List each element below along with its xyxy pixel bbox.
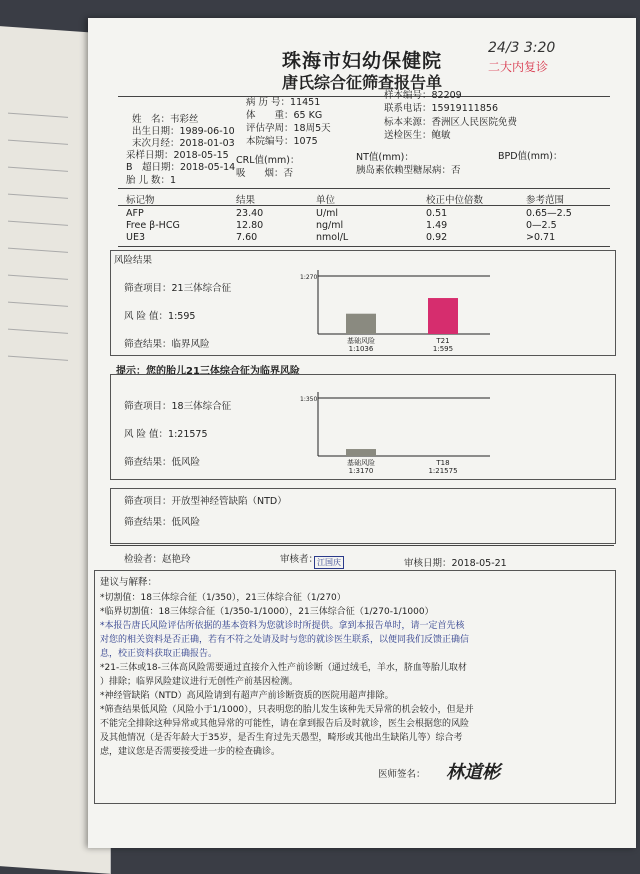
report-page: [88, 18, 636, 848]
sample-source: 标本来源：香洲区人民医院免费: [384, 117, 518, 128]
advice-line: 对您的相关资料是否正确，若有不符之处请及时与您的就诊医生联系，以便同我们反馈正确信: [100, 635, 470, 645]
t18-result: 筛查结果：低风险: [124, 457, 201, 468]
chart-cutoff-label: 1:350: [300, 396, 318, 403]
record-no: 病 历 号：11451: [246, 97, 321, 108]
t18-value: 风 险 值：1:21575: [124, 429, 208, 440]
header-result: 结果: [236, 195, 256, 206]
advice-line: *筛查结果低风险（风险小于1/1000），只表明您的胎儿发生该种先天异常的机会较小，但是并: [100, 705, 474, 715]
smoking: 吸 烟：否: [236, 168, 294, 179]
left-page-grid: [8, 87, 68, 671]
ntd-result: 筛查结果：低风险: [124, 517, 201, 528]
advice-line: 不能完全排除这种异常或其他异常的可能性，请在拿到报告后及时就诊，医生会根据您的风险: [100, 719, 470, 729]
header-range: 参考范围: [526, 195, 565, 206]
chart-category-label: T18: [436, 459, 450, 467]
reviewer: 审核者：: [280, 554, 319, 565]
hospital-name: 珠海市妇幼保健院: [281, 50, 442, 72]
patient-dob: 出生日期：1989-06-10: [132, 126, 235, 137]
advice-title: 建议与解释：: [100, 577, 158, 588]
marker-cell: AFP: [126, 208, 144, 219]
divider-signoff: [110, 545, 614, 546]
advice-line: *切割值：18三体综合征（1/350），21三体综合征（1/270）: [100, 593, 346, 603]
b-ultra-date: B 超日期：2018-05-14: [126, 162, 236, 173]
diabetes: 胰岛素依赖型糖尿病：否: [356, 165, 461, 176]
marker-cell: nmol/L: [316, 232, 349, 243]
chart-category-label: 基础风险: [347, 459, 375, 467]
chart-bar: [346, 314, 376, 334]
marker-cell: Free β-HCG: [126, 220, 180, 231]
advice-line: 及其他情况（是否年龄大于35岁，是否生育过先天愚型，畸形或其他出生缺陷儿等）综合考: [100, 733, 463, 743]
header-mom: 校正中位倍数: [426, 195, 484, 206]
patient-name: 姓 名：韦彩丝: [132, 114, 199, 125]
chart-bar: [428, 298, 458, 334]
marker-cell: UE3: [126, 232, 145, 243]
header-unit: 单位: [316, 195, 336, 206]
marker-cell: >0.71: [526, 232, 556, 243]
chart-category-value: 1:3170: [348, 467, 374, 475]
nt-value: NT值(mm)：: [356, 152, 414, 163]
marker-cell: 7.60: [236, 232, 258, 243]
bpd-value: BPD值(mm)：: [498, 151, 563, 162]
advice-line: 息，校正资料获取正确报告。: [100, 649, 218, 659]
fetus-count: 胎 儿 数：1: [126, 175, 177, 186]
divider-markers-header: [118, 205, 610, 206]
reviewer-stamp: 江国庆: [314, 556, 344, 569]
advice-line: *本报告唐氏风险评估所依据的基本资料为您就诊时所提供。拿到本报告单时，请一定首先核: [100, 621, 465, 631]
chart-category-label: T21: [436, 337, 450, 345]
marker-cell: 1.49: [426, 220, 448, 231]
sample-date: 采样日期：2018-05-15: [126, 150, 229, 161]
advice-line: *神经管缺陷（NTD）高风险请到有超声产前诊断资质的医院用超声排除。: [100, 691, 394, 701]
crl-value: CRL值(mm)：: [236, 155, 300, 166]
chart-bar: [346, 449, 376, 456]
divider-markers-bottom: [118, 246, 610, 247]
advice-line: ）排除；临界风险建议进行无创性产前基因检测。: [100, 677, 299, 687]
gestational-age: 评估孕周：18周5天: [246, 123, 331, 134]
patient-lmp: 末次月经：2018-01-03: [132, 138, 235, 149]
advice-line: *21-三体或18-三体高风险需要通过直接介入性产前诊断（通过绒毛，羊水，脐血等胎儿取材: [100, 663, 467, 673]
sample-no: 样本编号：82209: [384, 90, 462, 101]
t21-risk-chart: [298, 256, 498, 352]
weight: 体 重：65 KG: [246, 110, 323, 121]
t21-result: 筛查结果：临界风险: [124, 339, 210, 350]
marker-cell: 0.51: [426, 208, 448, 219]
t21-value: 风 险 值：1:595: [124, 311, 196, 322]
chart-cutoff-label: 1:270: [300, 274, 318, 281]
chart-category-value: 1:21575: [428, 467, 458, 475]
handwritten-note: 24/3 3:20: [488, 40, 556, 56]
chart-category-value: 1:1036: [348, 345, 374, 352]
doctor-signature: 林道彬: [446, 762, 500, 783]
divider-top: [118, 96, 610, 97]
advice-line: *临界切割值：18三体综合征（1/350-1/1000），21三体综合征（1/270-1/1000）: [100, 607, 434, 617]
marker-cell: ng/ml: [316, 220, 344, 231]
marker-cell: U/ml: [316, 208, 339, 219]
risk-hint: 提示：您的胎儿21三体综合征为临界风险: [116, 366, 300, 377]
advice-line: 虑，建议您是否需要接受进一步的检查确诊。: [100, 747, 281, 757]
marker-cell: 12.80: [236, 220, 264, 231]
marker-cell: 23.40: [236, 208, 264, 219]
red-note: 二大内复诊: [488, 60, 549, 74]
report-title: 唐氏综合征筛查报告单: [281, 73, 442, 92]
ntd-item: 筛查项目：开放型神经管缺陷（NTD）: [124, 496, 287, 507]
t21-item: 筛查项目：21三体综合征: [124, 283, 232, 294]
doctor-sig-label: 医师签名：: [378, 769, 426, 780]
review-date: 审核日期：2018-05-21: [404, 558, 507, 569]
t18-risk-chart: [298, 376, 498, 476]
phone: 联系电话：15919111856: [384, 103, 498, 114]
header-marker: 标记物: [126, 195, 155, 206]
hospital-no: 本院编号：1075: [246, 136, 318, 147]
tester: 检验者：赵艳玲: [124, 554, 191, 565]
chart-category-value: 1:595: [432, 345, 454, 352]
marker-cell: 0.65—2.5: [526, 208, 572, 219]
doctor: 送检医生：鲍敏: [384, 130, 451, 141]
t18-item: 筛查项目：18三体综合征: [124, 401, 232, 412]
divider-markers-top: [118, 188, 610, 189]
chart-category-label: 基础风险: [347, 337, 375, 345]
marker-cell: 0—2.5: [526, 220, 557, 231]
marker-cell: 0.92: [426, 232, 448, 243]
risk-section-title: 风险结果: [114, 255, 153, 266]
